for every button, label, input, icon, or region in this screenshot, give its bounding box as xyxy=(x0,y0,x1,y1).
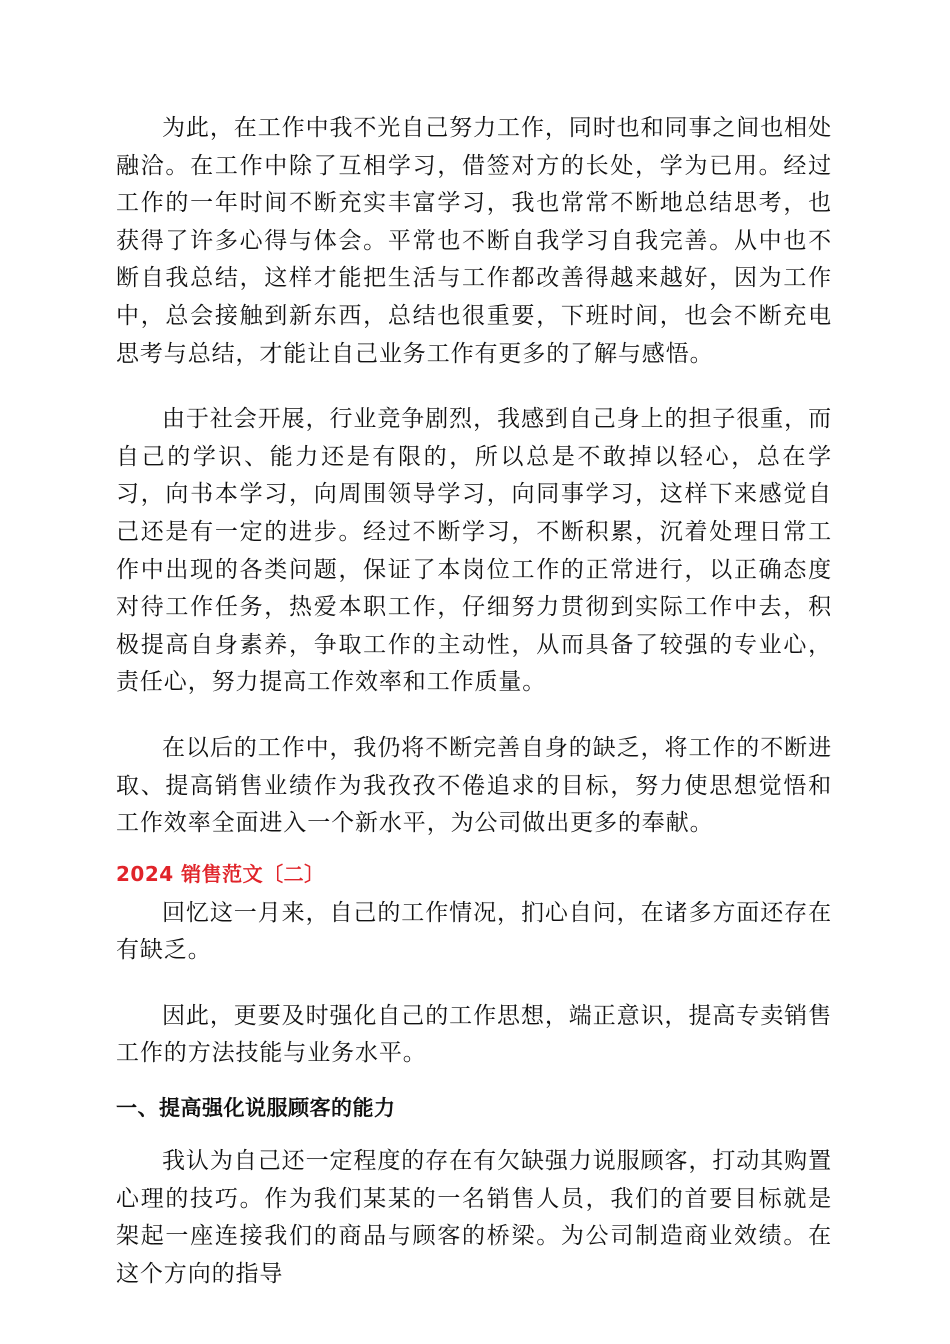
paragraph-future-goals: 在以后的工作中，我仍将不断完善自身的缺乏，将工作的不断进取、提高销售业绩作为我孜孜不倦追求的目标，努力使思想觉悟和工作效率全面进入一个新水平，为公司做出更多的奉献。 xyxy=(116,734,832,837)
paragraph-strengthen: 因此，更要及时强化自己的工作思想，端正意识，提高专卖销售工作的方法技能与业务水平。 xyxy=(116,1002,832,1067)
paragraph-reflection: 回忆这一月来，自己的工作情况，扪心自问，在诸多方面还存在有缺乏。 xyxy=(116,899,832,964)
document-body xyxy=(116,110,832,1321)
section-title: 2024 销售范文〔二〕 xyxy=(116,861,325,886)
paragraph-learning: 由于社会开展，行业竞争剧烈，我感到自己身上的担子很重，而自己的学识、能力还是有限的，所以总是不敢掉以轻心，总在学习，向书本学习，向周围领导学习，向同事学习，这样下来感觉自己还是有一定的进步。经过不断学习，不断积累，沉着处理日常工作中出现的各类问题，保证了本岗位工作的正常进行，以正确态度对待工作任务，热爱本职工作，仔细努力贯彻到实际工作中去，积极提高自身素养，争取工作的主动性，从而具备了较强的专业心，责任心，努力提高工作效率和工作质量。 xyxy=(116,406,832,696)
paragraph-cooperation: 为此，在工作中我不光自己努力工作，同时也和同事之间也相处融洽。在工作中除了互相学习，借签对方的长处，学为已用。经过工作的一年时间不断充实丰富学习，我也常常不断地总结思考，也获得了许多心得与体会。平常也不断自我学习自我完善。从中也不断自我总结，这样才能把生活与工作都改善得越来越好，因为工作中，总会接触到新东西，总结也很重要，下班时间，也会不断充电思考与总结，才能让自己业务工作有更多的了解与感悟。 xyxy=(116,115,832,367)
subsection-title: 一、提高强化说服顾客的能力 xyxy=(116,1096,396,1121)
paragraph-persuasion: 我认为自己还一定程度的存在有欠缺强力说服顾客，打动其购置心理的技巧。作为我们某某的一名销售人员，我们的首要目标就是架起一座连接我们的商品与顾客的桥梁。为公司制造商业效绩。在这个方向的指导 xyxy=(116,1148,832,1287)
